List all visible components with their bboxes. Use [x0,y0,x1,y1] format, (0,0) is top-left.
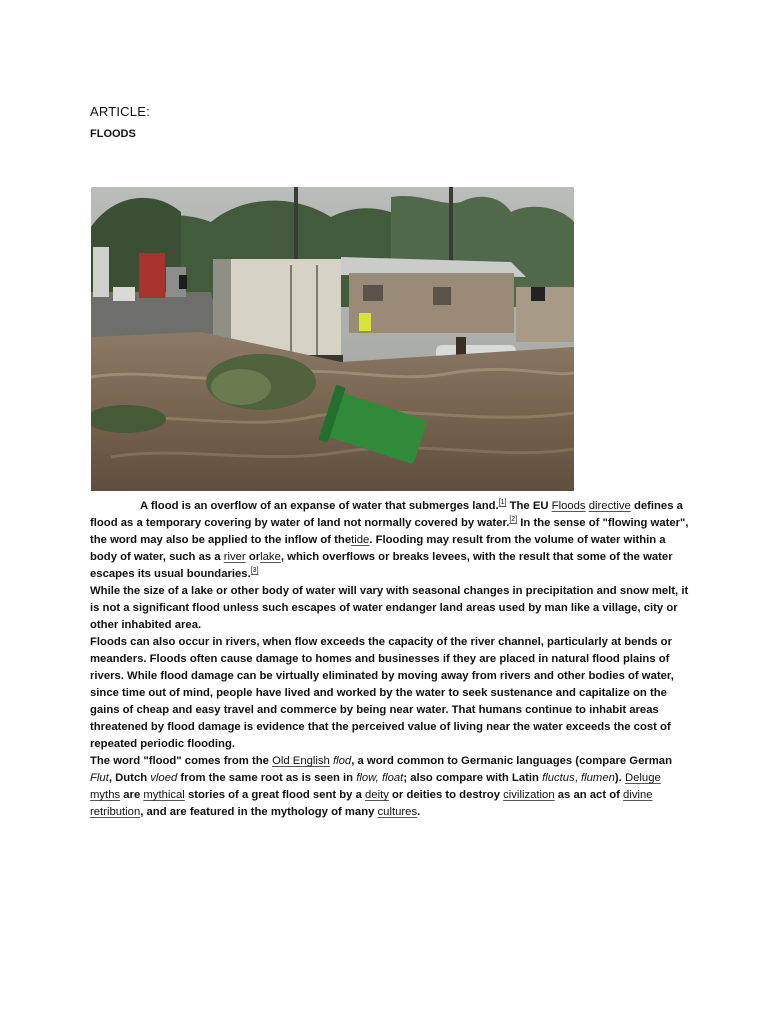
text-run: The word "flood" comes from the [90,755,273,767]
link-river[interactable]: river [223,551,246,563]
text-run: , a word common to Germanic languages (compare German [351,755,672,767]
text-run: defines a flood as a temporary covering by water of land not normally covered by water. [90,500,683,529]
citation-link-1[interactable]: [1] [498,499,507,507]
text-run: , [574,772,581,784]
text-run: as an act of [554,789,624,801]
article-body [90,498,690,821]
text-run: ). [614,772,625,784]
text-run: , Dutch [108,772,151,784]
text-run: fluctus [542,772,575,784]
text-run: is an overflow of an expanse of water that submerges land. [178,500,499,512]
paragraph-1 [90,498,690,583]
article-title: FLOODS [90,128,136,140]
text-run: . [417,806,421,818]
link-cultures[interactable]: cultures [377,806,418,818]
text-run: The EU [506,500,552,512]
text-run: flood [150,500,179,512]
link-lake[interactable]: lake [260,551,281,563]
link-civilization[interactable]: civilization [503,789,555,801]
text-run: Flut [90,772,109,784]
text-run: A [140,500,151,512]
text-run: are [120,789,144,801]
article-label: ARTICLE: [90,104,150,119]
link-deity[interactable]: deity [365,789,389,801]
link-mythical[interactable]: mythical [143,789,185,801]
text-run: flumen [581,772,615,784]
text-run: ; also compare with Latin [403,772,543,784]
link-deluge-myths[interactable]: Deluge myths [90,772,661,801]
text-run: . Flooding may result from the volume of water within a body of water, such as a [90,534,666,563]
paragraph-3: Floods can also occur in rivers, when flow exceeds the capacity of the river channel, particularly at bends or meanders. Floods often cause damage to homes and businesses if they are placed in natural flood plains of rivers. While flood damage can be virtually eliminated by moving away from rivers and other bodies of water, since time out of mind, people have lived and worked by the water to seek sustenance and capitalize on the gains of cheap and easy travel and commerce by being near water. That humans continue to inhabit areas threatened by flood damage is evidence that the perceived value of living near the water exceeds the cost of repeated periodic flooding. [90,636,674,750]
citation-link-3[interactable]: [3] [250,567,259,575]
link-tide[interactable]: tide [351,534,370,546]
text-run: In the sense of "flowing water", the word may also be applied to the inflow of the [90,517,689,546]
paragraph-4 [90,753,690,821]
text-run: , and are featured in the mythology of many [140,806,378,818]
text-run: , which overflows or breaks levees, with the result that some of the water escapes its usual boundaries. [90,551,673,580]
citation-link-2[interactable]: [2] [509,516,518,524]
text-run: flow, float [356,772,404,784]
flood-photo [91,187,574,491]
link-directive[interactable]: directive [588,500,631,512]
text-run: or deities to destroy [388,789,504,801]
text-run: flod [332,755,352,767]
text-run: or [245,551,261,563]
link-divine-retribution[interactable]: divine retribution [90,789,653,818]
text-run: from the same root as is seen in [177,772,357,784]
paragraph-2: While the size of a lake or other body of water will vary with seasonal changes in precipitation and snow melt, it is not a significant flood unless such escapes of water endanger land areas used by man like a village, city or other inhabited area. [90,585,689,631]
link-floods[interactable]: Floods [551,500,586,512]
text-run: stories of a great flood sent by a [184,789,365,801]
link-old-english[interactable]: Old English [272,755,330,767]
text-run: vloed [150,772,178,784]
